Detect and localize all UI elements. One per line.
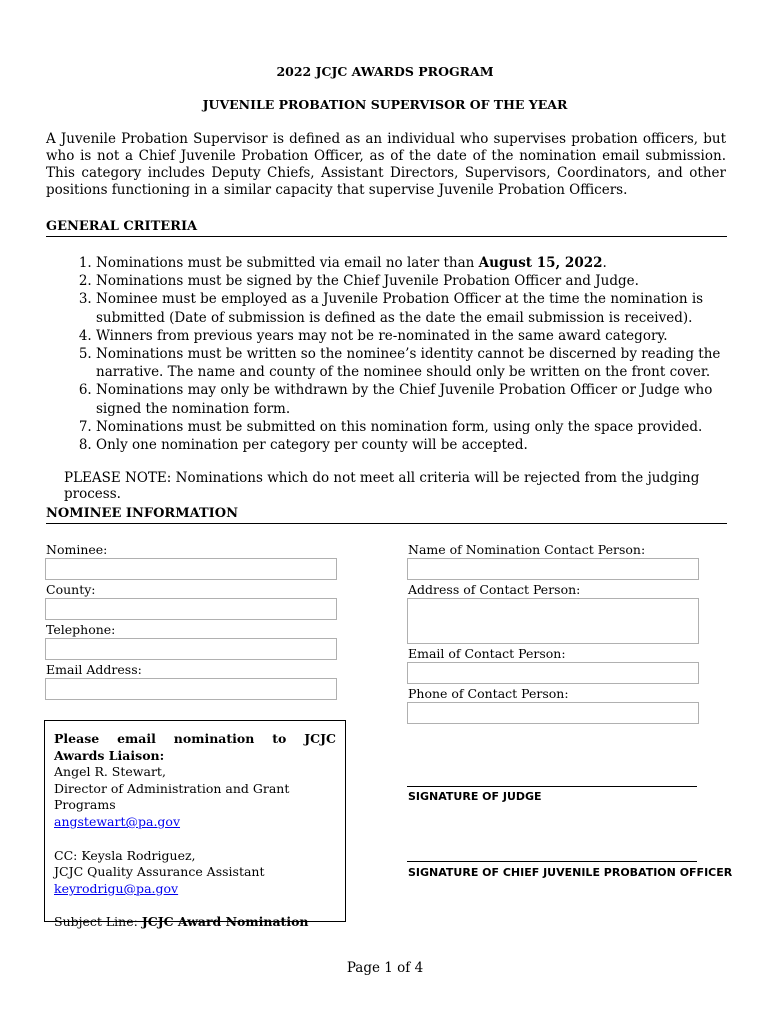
criteria-list [46,254,726,454]
email-address-field[interactable] [45,678,337,700]
deadline-date: August 15, 2022 [478,255,603,271]
submission-instructions-box [44,720,346,930]
email-address-label: Email Address: [46,662,142,677]
criteria-item: 8. Only one nomination per category per county will be accepted. [96,436,726,454]
submission-heading: Please email nomination to JCJC Awards Liaison: [54,731,336,763]
criteria-note: PLEASE NOTE: Nominations which do not meet all criteria will be rejected from the judging process. [64,470,700,502]
document-title: 2022 JCJC AWARDS PROGRAM [276,64,494,79]
nominee-label: Nominee: [46,542,108,557]
category-definition: A Juvenile Probation Supervisor is defined as an individual who supervises probation officers, but who is not a Chief Juvenile Probation Officer, as of the date of the nomination email submission. This category includes Deputy Chiefs, Assistant Directors, Supervisors, Coordinators, and other positions functioning in a similar capacity that supervise Juvenile Probation Officers. [46,131,726,198]
criteria-item: 7. Nominations must be submitted on this nomination form, using only the space provided. [96,418,726,436]
judge-signature-label: SIGNATURE OF JUDGE [408,790,542,803]
subject-value: JCJC Award Nomination [141,914,309,930]
county-field[interactable] [45,598,337,620]
cc-role: JCJC Quality Assurance Assistant [54,864,265,880]
liaison-email-link[interactable]: angstewart@pa.gov [54,813,181,829]
criteria-item-suffix: . [602,255,607,271]
judge-signature-line[interactable] [407,786,697,787]
cc-name: CC: Keysla Rodriguez, [54,847,196,863]
subject-line [54,914,336,931]
nominee-field[interactable] [45,558,337,580]
subject-label: Subject Line: [54,914,142,930]
chief-signature-label: SIGNATURE OF CHIEF JUVENILE PROBATION OFFICER [408,866,733,879]
telephone-label: Telephone: [46,622,116,637]
criteria-item: 5. Nominations must be written so the nominee’s identity cannot be discerned by reading the narrative. The name and county of the nominee should only be written on the front cover. [96,345,726,381]
criteria-item: 3. Nominee must be employed as a Juvenile Probation Officer at the time the nomination is submitted (Date of submission is defined as the date the email submission is received). [96,290,726,326]
criteria-item: 6. Nominations may only be withdrawn by the Chief Juvenile Probation Officer or Judge who signed the nomination form. [96,381,726,417]
contact-phone-label: Phone of Contact Person: [408,686,569,701]
document-subtitle: JUVENILE PROBATION SUPERVISOR OF THE YEAR [202,97,568,112]
contact-address-field[interactable] [407,598,699,644]
contact-name-label: Name of Nomination Contact Person: [408,542,646,557]
liaison-role: Director of Administration and Grant Programs [54,780,290,813]
liaison-name: Angel R. Stewart, [54,764,166,780]
contact-email-field[interactable] [407,662,699,684]
general-criteria-heading: GENERAL CRITERIA [46,219,727,237]
nominee-information-heading: NOMINEE INFORMATION [46,506,727,524]
criteria-item-text: Nominations must be submitted via email no later than [96,255,479,271]
county-label: County: [46,582,96,597]
contact-phone-field[interactable] [407,702,699,724]
page-number: Page 1 of 4 [346,960,424,976]
criteria-item: 4. Winners from previous years may not be re-nominated in the same award category. [96,327,726,345]
telephone-field[interactable] [45,638,337,660]
contact-name-field[interactable] [407,558,699,580]
criteria-item: 2. Nominations must be signed by the Chief Juvenile Probation Officer and Judge. [96,272,726,290]
criteria-item [96,254,726,272]
cc-email-link[interactable]: keyrodrigu@pa.gov [54,880,179,896]
contact-address-label: Address of Contact Person: [408,582,581,597]
contact-email-label: Email of Contact Person: [408,646,566,661]
chief-signature-line[interactable] [407,861,697,862]
